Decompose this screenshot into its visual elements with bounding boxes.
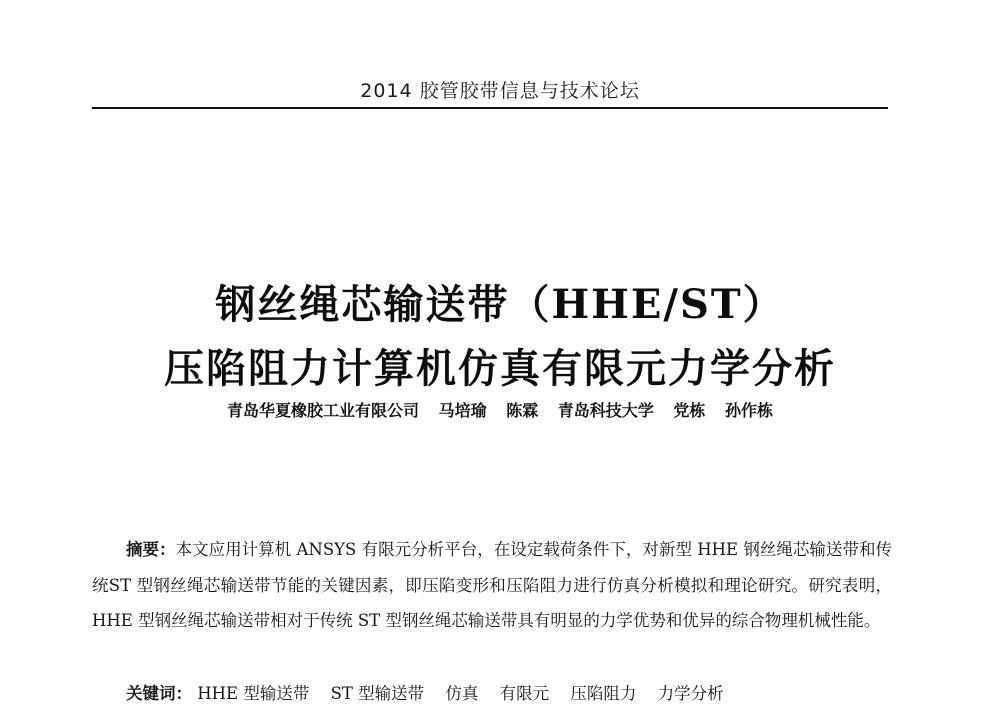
keyword: 仿真 [445, 684, 479, 703]
author-2: 陈霖 [506, 401, 539, 420]
abstract [92, 532, 892, 639]
keywords-label: 关键词： [126, 684, 192, 703]
abstract-text: 本文应用计算机 ANSYS 有限元分析平台，在设定载荷条件下，对新型 HHE 钢丝绳芯输送带和传统ST 型钢丝绳芯输送带节能的关键因素，即压陷变形和压陷阻力进行仿真分析模拟和理论研究。研究表明，HHE 型钢丝绳芯输送带相对于传统 ST 型钢丝绳芯输送带具有明显的力学优势和优异的综合物理机械性能。 [92, 540, 893, 630]
paper-title-line-2: 压陷阻力计算机仿真有限元力学分析 [164, 345, 836, 392]
keyword: 有限元 [499, 684, 550, 703]
author-1: 马培瑜 [438, 401, 487, 420]
paper-title-line-1: 钢丝绳芯输送带（HHE/ST） [215, 281, 785, 328]
author-3: 党栋 [673, 401, 706, 420]
author-line [0, 398, 1000, 421]
keyword: 力学分析 [657, 684, 724, 703]
affiliation-2: 青岛科技大学 [557, 401, 654, 420]
abstract-label: 摘要： [126, 540, 176, 559]
affiliation-1: 青岛华夏橡胶工业有限公司 [227, 401, 420, 420]
running-header: 2014 胶管胶带信息与技术论坛 [360, 80, 640, 102]
keyword: 压陷阻力 [570, 684, 637, 703]
author-4: 孙作栋 [724, 401, 773, 420]
keyword: ST 型输送带 [330, 684, 425, 703]
keywords [126, 680, 740, 704]
keyword: HHE 型输送带 [197, 684, 310, 703]
header-divider [92, 107, 888, 109]
